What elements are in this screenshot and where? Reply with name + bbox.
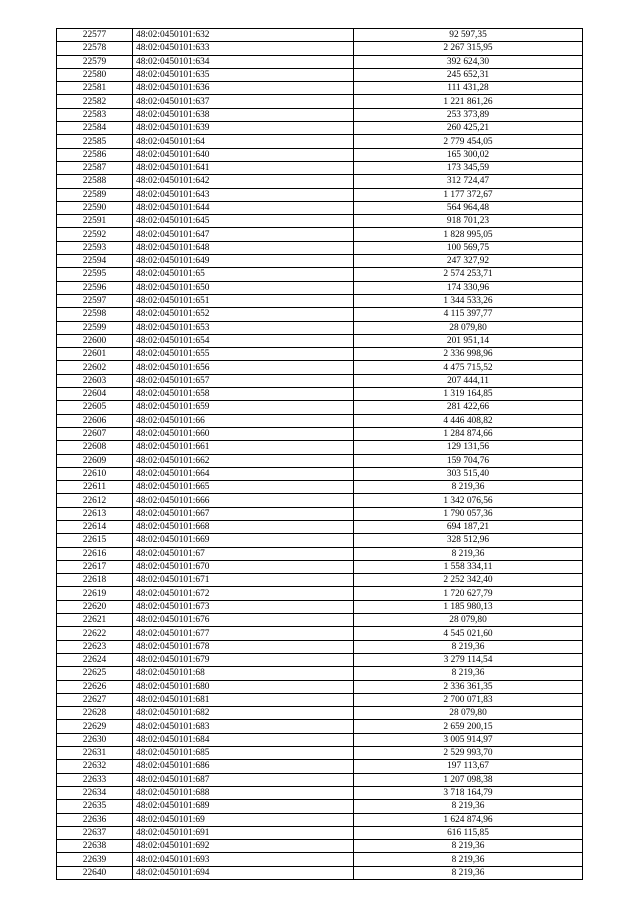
cadastral-value-cell: 174 330,96 [354, 281, 583, 294]
cadastral-number-cell: 48:02:0450101:662 [133, 454, 354, 467]
table-row [57, 82, 583, 95]
row-number-cell: 22587 [57, 161, 133, 174]
table-row [57, 414, 583, 427]
table-row [57, 507, 583, 520]
cadastral-number-cell: 48:02:0450101:658 [133, 388, 354, 401]
row-number-cell: 22638 [57, 840, 133, 853]
row-number-cell: 22616 [57, 547, 133, 560]
cadastral-number-cell: 48:02:0450101:693 [133, 853, 354, 866]
cadastral-value-cell: 2 574 253,71 [354, 268, 583, 281]
cadastral-value-cell: 3 718 164,79 [354, 786, 583, 799]
table-row [57, 667, 583, 680]
cadastral-number-cell: 48:02:0450101:641 [133, 161, 354, 174]
row-number-cell: 22606 [57, 414, 133, 427]
row-number-cell: 22612 [57, 494, 133, 507]
table-row [57, 161, 583, 174]
table-row [57, 188, 583, 201]
cadastral-value-cell: 2 659 200,15 [354, 720, 583, 733]
cadastral-number-cell: 48:02:0450101:670 [133, 560, 354, 573]
table-row [57, 281, 583, 294]
row-number-cell: 22603 [57, 374, 133, 387]
cadastral-number-cell: 48:02:0450101:650 [133, 281, 354, 294]
table-row [57, 215, 583, 228]
cadastral-value-cell: 8 219,36 [354, 481, 583, 494]
cadastral-number-cell: 48:02:0450101:689 [133, 800, 354, 813]
cadastral-value-cell: 8 219,36 [354, 866, 583, 879]
cadastral-value-cell: 260 425,21 [354, 122, 583, 135]
row-number-cell: 22598 [57, 308, 133, 321]
cadastral-number-cell: 48:02:0450101:676 [133, 614, 354, 627]
table-row [57, 707, 583, 720]
cadastral-number-cell: 48:02:0450101:657 [133, 374, 354, 387]
table-row [57, 148, 583, 161]
table-row [57, 587, 583, 600]
table-row [57, 653, 583, 666]
row-number-cell: 22604 [57, 388, 133, 401]
row-number-cell: 22621 [57, 614, 133, 627]
cadastral-number-cell: 48:02:0450101:659 [133, 401, 354, 414]
table-row [57, 55, 583, 68]
cadastral-value-cell: 2 336 361,35 [354, 680, 583, 693]
cadastral-number-cell: 48:02:0450101:640 [133, 148, 354, 161]
cadastral-number-cell: 48:02:0450101:643 [133, 188, 354, 201]
cadastral-value-cell: 2 779 454,05 [354, 135, 583, 148]
cadastral-number-cell: 48:02:0450101:653 [133, 321, 354, 334]
row-number-cell: 22613 [57, 507, 133, 520]
cadastral-value-cell: 1 284 874,66 [354, 427, 583, 440]
cadastral-value-cell: 1 342 076,56 [354, 494, 583, 507]
row-number-cell: 22595 [57, 268, 133, 281]
row-number-cell: 22626 [57, 680, 133, 693]
cadastral-number-cell: 48:02:0450101:680 [133, 680, 354, 693]
row-number-cell: 22583 [57, 108, 133, 121]
table-row [57, 614, 583, 627]
table-row [57, 640, 583, 653]
cadastral-number-cell: 48:02:0450101:652 [133, 308, 354, 321]
table-row [57, 255, 583, 268]
cadastral-value-cell: 8 219,36 [354, 853, 583, 866]
table-row [57, 574, 583, 587]
cadastral-number-cell: 48:02:0450101:667 [133, 507, 354, 520]
cadastral-number-cell: 48:02:0450101:636 [133, 82, 354, 95]
cadastral-value-cell: 28 079,80 [354, 707, 583, 720]
cadastral-value-cell: 328 512,96 [354, 534, 583, 547]
row-number-cell: 22624 [57, 653, 133, 666]
row-number-cell: 22607 [57, 427, 133, 440]
row-number-cell: 22608 [57, 441, 133, 454]
cadastral-number-cell: 48:02:0450101:673 [133, 600, 354, 613]
cadastral-value-cell: 2 267 315,95 [354, 42, 583, 55]
table-row [57, 800, 583, 813]
cadastral-value-cell: 1 319 164,85 [354, 388, 583, 401]
cadastral-value-cell: 8 219,36 [354, 840, 583, 853]
cadastral-number-cell: 48:02:0450101:638 [133, 108, 354, 121]
cadastral-number-cell: 48:02:0450101:635 [133, 68, 354, 81]
cadastral-number-cell: 48:02:0450101:664 [133, 467, 354, 480]
cadastral-value-cell: 92 597,35 [354, 29, 583, 42]
row-number-cell: 22631 [57, 747, 133, 760]
cadastral-value-cell: 1 624 874,96 [354, 813, 583, 826]
cadastral-value-cell: 8 219,36 [354, 800, 583, 813]
row-number-cell: 22596 [57, 281, 133, 294]
cadastral-number-cell: 48:02:0450101:632 [133, 29, 354, 42]
table-row [57, 693, 583, 706]
cadastral-number-cell: 48:02:0450101:66 [133, 414, 354, 427]
table-row [57, 773, 583, 786]
cadastral-number-cell: 48:02:0450101:665 [133, 481, 354, 494]
table-row [57, 308, 583, 321]
cadastral-number-cell: 48:02:0450101:64 [133, 135, 354, 148]
table-row [57, 175, 583, 188]
table-row [57, 600, 583, 613]
cadastral-number-cell: 48:02:0450101:683 [133, 720, 354, 733]
table-row [57, 42, 583, 55]
cadastral-number-cell: 48:02:0450101:669 [133, 534, 354, 547]
row-number-cell: 22617 [57, 560, 133, 573]
table-row [57, 853, 583, 866]
cadastral-number-cell: 48:02:0450101:666 [133, 494, 354, 507]
cadastral-value-cell: 247 327,92 [354, 255, 583, 268]
cadastral-value-table [56, 28, 583, 880]
table-row [57, 520, 583, 533]
cadastral-value-cell: 4 115 397,77 [354, 308, 583, 321]
table-row [57, 361, 583, 374]
row-number-cell: 22622 [57, 627, 133, 640]
cadastral-value-cell: 111 431,28 [354, 82, 583, 95]
row-number-cell: 22623 [57, 640, 133, 653]
table-row [57, 294, 583, 307]
cadastral-value-cell: 2 336 998,96 [354, 348, 583, 361]
cadastral-value-cell: 918 701,23 [354, 215, 583, 228]
table-row [57, 268, 583, 281]
cadastral-value-cell: 2 252 342,40 [354, 574, 583, 587]
row-number-cell: 22636 [57, 813, 133, 826]
cadastral-value-cell: 1 558 334,11 [354, 560, 583, 573]
table-row [57, 813, 583, 826]
cadastral-value-cell: 312 724,47 [354, 175, 583, 188]
row-number-cell: 22600 [57, 334, 133, 347]
cadastral-value-cell: 392 624,30 [354, 55, 583, 68]
table-row [57, 454, 583, 467]
table-row [57, 108, 583, 121]
row-number-cell: 22628 [57, 707, 133, 720]
table-row [57, 388, 583, 401]
cadastral-number-cell: 48:02:0450101:694 [133, 866, 354, 879]
row-number-cell: 22633 [57, 773, 133, 786]
cadastral-value-cell: 245 652,31 [354, 68, 583, 81]
row-number-cell: 22605 [57, 401, 133, 414]
row-number-cell: 22591 [57, 215, 133, 228]
table-row [57, 228, 583, 241]
row-number-cell: 22579 [57, 55, 133, 68]
row-number-cell: 22585 [57, 135, 133, 148]
cadastral-value-cell: 303 515,40 [354, 467, 583, 480]
cadastral-value-cell: 616 115,85 [354, 826, 583, 839]
row-number-cell: 22639 [57, 853, 133, 866]
cadastral-number-cell: 48:02:0450101:654 [133, 334, 354, 347]
cadastral-number-cell: 48:02:0450101:69 [133, 813, 354, 826]
row-number-cell: 22599 [57, 321, 133, 334]
row-number-cell: 22634 [57, 786, 133, 799]
row-number-cell: 22601 [57, 348, 133, 361]
row-number-cell: 22592 [57, 228, 133, 241]
table-row [57, 840, 583, 853]
cadastral-value-cell: 2 529 993,70 [354, 747, 583, 760]
cadastral-value-cell: 1 177 372,67 [354, 188, 583, 201]
table-row [57, 201, 583, 214]
cadastral-number-cell: 48:02:0450101:637 [133, 95, 354, 108]
row-number-cell: 22581 [57, 82, 133, 95]
cadastral-number-cell: 48:02:0450101:633 [133, 42, 354, 55]
row-number-cell: 22619 [57, 587, 133, 600]
cadastral-value-cell: 1 207 098,38 [354, 773, 583, 786]
table-row [57, 786, 583, 799]
table-row [57, 826, 583, 839]
cadastral-number-cell: 48:02:0450101:68 [133, 667, 354, 680]
table-row [57, 241, 583, 254]
table-row [57, 29, 583, 42]
table-row [57, 95, 583, 108]
table-row [57, 494, 583, 507]
cadastral-number-cell: 48:02:0450101:678 [133, 640, 354, 653]
table-row [57, 747, 583, 760]
table-row [57, 321, 583, 334]
cadastral-value-cell: 100 569,75 [354, 241, 583, 254]
cadastral-number-cell: 48:02:0450101:688 [133, 786, 354, 799]
cadastral-number-cell: 48:02:0450101:649 [133, 255, 354, 268]
cadastral-number-cell: 48:02:0450101:681 [133, 693, 354, 706]
cadastral-number-cell: 48:02:0450101:677 [133, 627, 354, 640]
table-row [57, 441, 583, 454]
row-number-cell: 22611 [57, 481, 133, 494]
cadastral-value-cell: 564 964,48 [354, 201, 583, 214]
cadastral-value-cell: 4 446 408,82 [354, 414, 583, 427]
table-row [57, 68, 583, 81]
row-number-cell: 22615 [57, 534, 133, 547]
table-row [57, 627, 583, 640]
table-row [57, 334, 583, 347]
cadastral-number-cell: 48:02:0450101:671 [133, 574, 354, 587]
table-row [57, 122, 583, 135]
cadastral-value-cell: 173 345,59 [354, 161, 583, 174]
cadastral-value-cell: 28 079,80 [354, 614, 583, 627]
table-row [57, 680, 583, 693]
table-row [57, 560, 583, 573]
row-number-cell: 22618 [57, 574, 133, 587]
row-number-cell: 22580 [57, 68, 133, 81]
cadastral-value-cell: 4 475 715,52 [354, 361, 583, 374]
cadastral-number-cell: 48:02:0450101:682 [133, 707, 354, 720]
row-number-cell: 22594 [57, 255, 133, 268]
row-number-cell: 22582 [57, 95, 133, 108]
cadastral-value-cell: 253 373,89 [354, 108, 583, 121]
table-row [57, 427, 583, 440]
cadastral-value-cell: 8 219,36 [354, 547, 583, 560]
row-number-cell: 22625 [57, 667, 133, 680]
cadastral-value-cell: 694 187,21 [354, 520, 583, 533]
row-number-cell: 22593 [57, 241, 133, 254]
cadastral-number-cell: 48:02:0450101:686 [133, 760, 354, 773]
table-row [57, 534, 583, 547]
cadastral-value-cell: 4 545 021,60 [354, 627, 583, 640]
cadastral-number-cell: 48:02:0450101:672 [133, 587, 354, 600]
row-number-cell: 22602 [57, 361, 133, 374]
cadastral-number-cell: 48:02:0450101:65 [133, 268, 354, 281]
row-number-cell: 22630 [57, 733, 133, 746]
cadastral-number-cell: 48:02:0450101:639 [133, 122, 354, 135]
row-number-cell: 22627 [57, 693, 133, 706]
cadastral-number-cell: 48:02:0450101:634 [133, 55, 354, 68]
cadastral-value-cell: 207 444,11 [354, 374, 583, 387]
row-number-cell: 22589 [57, 188, 133, 201]
cadastral-value-cell: 1 344 533,26 [354, 294, 583, 307]
cadastral-number-cell: 48:02:0450101:692 [133, 840, 354, 853]
row-number-cell: 22586 [57, 148, 133, 161]
cadastral-number-cell: 48:02:0450101:685 [133, 747, 354, 760]
cadastral-value-cell: 129 131,56 [354, 441, 583, 454]
cadastral-number-cell: 48:02:0450101:679 [133, 653, 354, 666]
row-number-cell: 22610 [57, 467, 133, 480]
row-number-cell: 22590 [57, 201, 133, 214]
cadastral-number-cell: 48:02:0450101:684 [133, 733, 354, 746]
cadastral-value-cell: 201 951,14 [354, 334, 583, 347]
cadastral-value-cell: 3 279 114,54 [354, 653, 583, 666]
cadastral-value-cell: 8 219,36 [354, 640, 583, 653]
row-number-cell: 22578 [57, 42, 133, 55]
cadastral-number-cell: 48:02:0450101:660 [133, 427, 354, 440]
cadastral-value-cell: 1 185 980,13 [354, 600, 583, 613]
cadastral-value-cell: 165 300,02 [354, 148, 583, 161]
cadastral-number-cell: 48:02:0450101:651 [133, 294, 354, 307]
row-number-cell: 22614 [57, 520, 133, 533]
cadastral-number-cell: 48:02:0450101:661 [133, 441, 354, 454]
row-number-cell: 22620 [57, 600, 133, 613]
table-row [57, 547, 583, 560]
cadastral-value-cell: 2 700 071,83 [354, 693, 583, 706]
table-row [57, 374, 583, 387]
table-row [57, 720, 583, 733]
cadastral-number-cell: 48:02:0450101:691 [133, 826, 354, 839]
cadastral-number-cell: 48:02:0450101:647 [133, 228, 354, 241]
cadastral-number-cell: 48:02:0450101:644 [133, 201, 354, 214]
cadastral-number-cell: 48:02:0450101:687 [133, 773, 354, 786]
cadastral-value-cell: 1 720 627,79 [354, 587, 583, 600]
cadastral-value-cell: 3 005 914,97 [354, 733, 583, 746]
table-body [57, 29, 583, 880]
cadastral-value-cell: 8 219,36 [354, 667, 583, 680]
cadastral-number-cell: 48:02:0450101:642 [133, 175, 354, 188]
table-row [57, 866, 583, 879]
row-number-cell: 22635 [57, 800, 133, 813]
table-row [57, 760, 583, 773]
table-row [57, 467, 583, 480]
cadastral-value-cell: 1 221 861,26 [354, 95, 583, 108]
cadastral-number-cell: 48:02:0450101:668 [133, 520, 354, 533]
cadastral-number-cell: 48:02:0450101:655 [133, 348, 354, 361]
row-number-cell: 22597 [57, 294, 133, 307]
table-row [57, 135, 583, 148]
row-number-cell: 22588 [57, 175, 133, 188]
row-number-cell: 22637 [57, 826, 133, 839]
cadastral-number-cell: 48:02:0450101:648 [133, 241, 354, 254]
cadastral-number-cell: 48:02:0450101:656 [133, 361, 354, 374]
cadastral-value-cell: 28 079,80 [354, 321, 583, 334]
cadastral-value-cell: 1 828 995,05 [354, 228, 583, 241]
row-number-cell: 22640 [57, 866, 133, 879]
cadastral-value-cell: 197 113,67 [354, 760, 583, 773]
row-number-cell: 22584 [57, 122, 133, 135]
cadastral-number-cell: 48:02:0450101:645 [133, 215, 354, 228]
row-number-cell: 22629 [57, 720, 133, 733]
table-row [57, 481, 583, 494]
cadastral-number-cell: 48:02:0450101:67 [133, 547, 354, 560]
table-row [57, 401, 583, 414]
row-number-cell: 22632 [57, 760, 133, 773]
cadastral-value-cell: 159 704,76 [354, 454, 583, 467]
cadastral-value-cell: 1 790 057,36 [354, 507, 583, 520]
cadastral-value-cell: 281 422,66 [354, 401, 583, 414]
table-row [57, 733, 583, 746]
table-row [57, 348, 583, 361]
row-number-cell: 22577 [57, 29, 133, 42]
row-number-cell: 22609 [57, 454, 133, 467]
